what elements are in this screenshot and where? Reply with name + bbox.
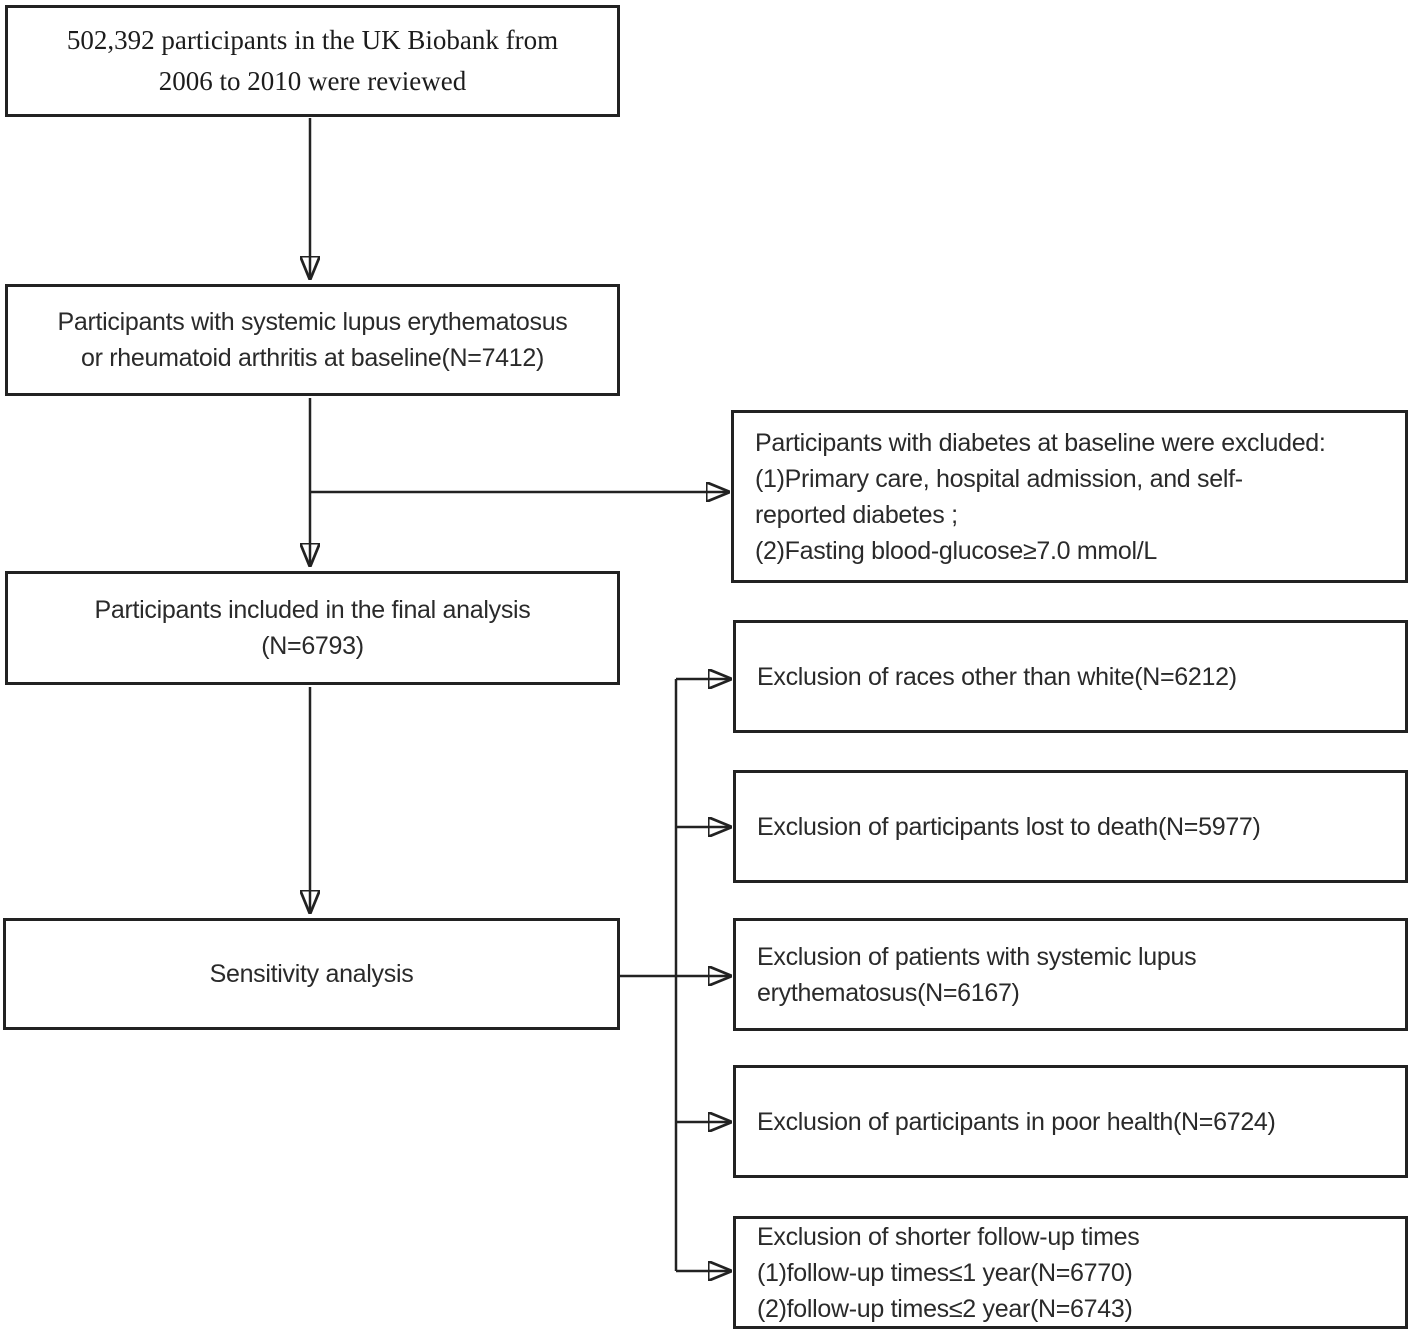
box-text-line: (2)follow-up times≤2 year(N=6743) [757,1294,1133,1323]
box-participants-reviewed [5,5,620,117]
box-text-line: Exclusion of participants lost to death(N=5977) [757,812,1261,841]
box-text-line: Participants included in the final analysis [94,596,531,624]
box-text-line: (N=6793) [261,632,364,660]
box-diabetes-excluded [731,410,1408,583]
box-text-line: (2)Fasting blood-glucose≥7.0 mmol/L [755,536,1158,565]
box-sle-ra-baseline [5,284,620,396]
box-exclusion-races [733,620,1408,733]
box-text-line: (1)follow-up times≤1 year(N=6770) [757,1258,1133,1287]
box-text-line: Participants with diabetes at baseline were excluded: [755,428,1326,457]
box-text-line: Exclusion of participants in poor health(N=6724) [757,1107,1276,1136]
box-final-analysis [5,571,620,685]
box-exclusion-lupus [733,918,1408,1031]
box-exclusion-death [733,770,1408,883]
box-text-line: Participants with systemic lupus erythematosus [57,308,568,336]
box-text-line: reported diabetes ; [755,500,958,529]
box-exclusion-followup [733,1216,1408,1329]
box-text-line: Exclusion of shorter follow-up times [757,1222,1140,1251]
box-text-line: 2006 to 2010 were reviewed [158,66,467,96]
box-text-line: or rheumatoid arthritis at baseline(N=7412) [80,344,545,372]
box-text-line: erythematosus(N=6167) [757,978,1020,1007]
box-text-line: 502,392 participants in the UK Biobank from [66,25,559,55]
box-exclusion-poor-health [733,1065,1408,1178]
box-sensitivity-analysis [3,918,620,1030]
box-text-line: Exclusion of patients with systemic lupus [757,942,1197,971]
box-text-line: Exclusion of races other than white(N=6212) [757,662,1237,691]
box-text-line: Sensitivity analysis [209,960,414,988]
box-text-line: (1)Primary care, hospital admission, and self- [755,464,1243,493]
